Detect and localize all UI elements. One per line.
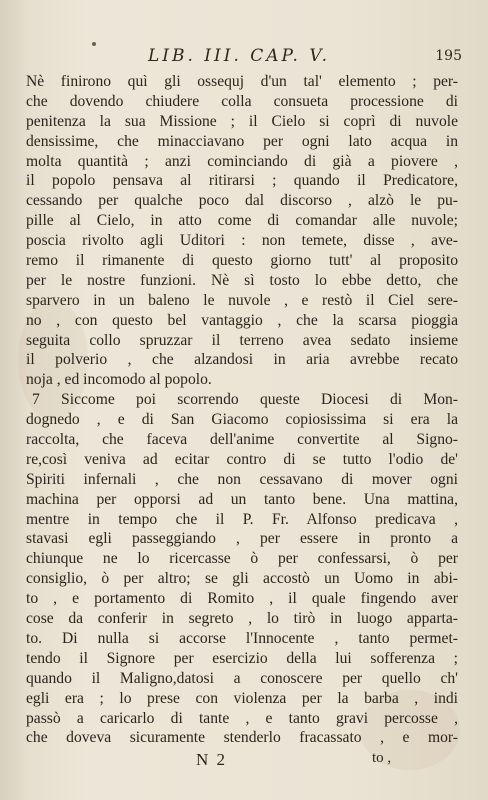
text-line: sparvero in un baleno le nuvole , e restò il Ciel sere- bbox=[26, 291, 458, 309]
text-line: densissime, che minacciavano per ogni lato acqua in bbox=[26, 132, 458, 150]
paragraph-start-line: 7 Siccome poi scorrendo queste Diocesi di Mon- bbox=[32, 391, 458, 409]
text-line: remo il rimanente di questo giorno tutt' al proposito bbox=[26, 252, 458, 270]
text-line: stavasi egli passeggiando , per essere in pronto a bbox=[26, 530, 458, 548]
text-line: to , e portamento di Romito , il quale fingendo aver bbox=[26, 590, 458, 608]
running-head: LIB. III. CAP. V. bbox=[148, 46, 331, 66]
text-line: penitenza la sua Missione ; il Cielo si coprì di nuvole bbox=[26, 112, 458, 130]
signature-mark: N 2 bbox=[196, 750, 228, 769]
text-line: il popolo pensava al ritirarsi ; quando il Predicatore, bbox=[26, 172, 458, 190]
text-line: noja , ed incomodo al popolo. bbox=[26, 371, 212, 389]
text-line: Nè finirono quì gli ossequj d'un tal' elemento ; per- bbox=[26, 73, 458, 90]
text-line: egli era ; lo prese con violenza per la barba , indi bbox=[26, 689, 458, 707]
text-line: molta quantità ; anzi cominciando di già a piovere , bbox=[26, 152, 458, 170]
text-line: che dovendo chiudere colla consueta processione di bbox=[26, 92, 458, 110]
text-line: machina per opporsi ad un tanto bene. Una mattina, bbox=[26, 490, 458, 508]
text-line: cose da conferir in segreto , lo tirò in luogo apparta- bbox=[26, 610, 458, 628]
text-line: no , con questo bel vantaggio , che la scarsa pioggia bbox=[26, 311, 458, 329]
text-line: tendo il Signore per esercizio della lui sofferenza ; bbox=[26, 649, 458, 667]
text-line: consiglio, ò per altro; se gli accostò un Uomo in abi- bbox=[26, 570, 458, 588]
text-line: il polverio , che alzandosi in aria avrebbe recato bbox=[26, 351, 458, 369]
text-line: pille al Cielo, in atto come di comandar alle nuvole; bbox=[26, 212, 458, 230]
text-line: dognedo , e di San Giacomo copiosissima si era la bbox=[26, 411, 458, 429]
page-number: 195 bbox=[435, 48, 462, 64]
text-line: per le nostre funzioni. Nè sì tosto lo ebbe detto, che bbox=[26, 271, 458, 289]
text-line: quando il Maligno,datosi a conoscere per quello ch' bbox=[26, 669, 458, 687]
text-line: re,così veniva ad ecitar contro di se tutto l'odio de' bbox=[26, 450, 458, 468]
text-line: mentre in tempo che il P. Fr. Alfonso predicava , bbox=[26, 510, 458, 528]
body-text bbox=[26, 72, 458, 748]
text-line: poscia rivolto agli Uditori : non temete, disse , ave- bbox=[26, 232, 458, 250]
text-line: cessando per qualche poco dal discorso , alzò le pu- bbox=[26, 192, 458, 210]
catchword: to , bbox=[372, 750, 392, 766]
page-footer bbox=[0, 750, 488, 774]
text-line: to. Di nulla si accorse l'Innocente , tanto permet- bbox=[26, 629, 458, 647]
text-line: raccolta, che faceva dell'anime convertite al Signo- bbox=[26, 431, 458, 449]
text-line: seguita collo spruzzar il terreno avea sedato insieme bbox=[26, 331, 458, 349]
text-line: chiunque ne lo ricercasse ò per confessarsi, ò per bbox=[26, 550, 458, 568]
text-line: che doveva sicuramente stenderlo fracassato , e mor- bbox=[26, 729, 458, 747]
page-header bbox=[0, 46, 488, 68]
text-line: Spiriti infernali , che non cessavano di mover ogni bbox=[26, 470, 458, 488]
text-line: passò a caricarlo di tante , e tanto gravi percosse , bbox=[26, 709, 458, 727]
